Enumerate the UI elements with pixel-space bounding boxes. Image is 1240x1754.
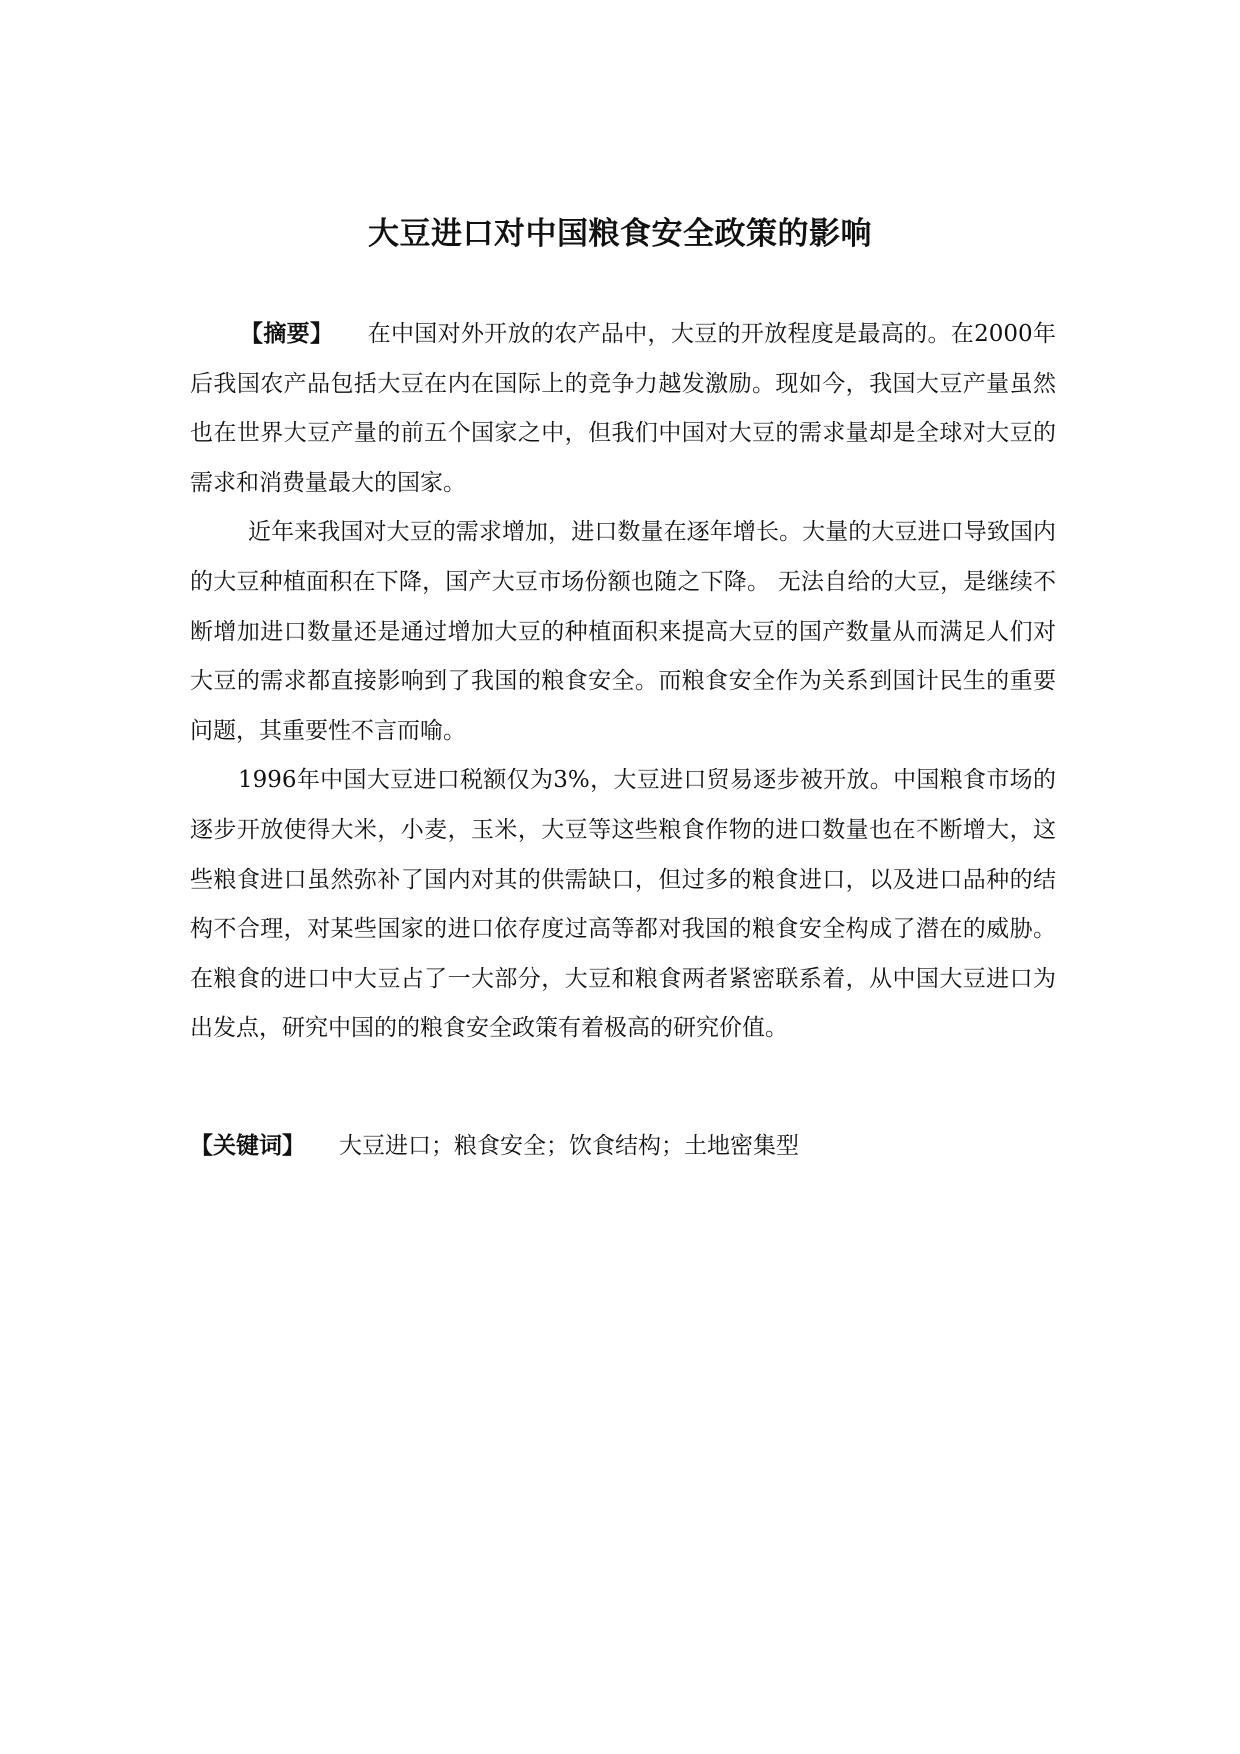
- abstract-paragraph-1-text: 在中国对外开放的农产品中，大豆的开放程度是最高的。在2000年后我国农产品包括大豆在内在国际上的竞争力越发激励。现如今，我国大豆产量虽然也在世界大豆产量的前五个国家之中，但我们中国对大豆的需求量却是全球对大豆的需求和消费量最大的国家。: [190, 321, 1056, 496]
- keywords-line: [190, 1122, 1056, 1172]
- abstract-paragraph-2: 近年来我国对大豆的需求增加，进口数量在逐年增长。大量的大豆进口导致国内的大豆种植面积在下降，国产大豆市场份额也随之下降。 无法自给的大豆，是继续不断增加进口数量还是通过增加大豆的种植面积来提高大豆的国产数量从而满足人们对大豆的需求都直接影响到了我国的粮食安全。而粮食安全作为关系到国计民生的重要问题，其重要性不言而喻。: [190, 519, 1056, 744]
- keywords-text: 大豆进口；粮食安全；饮食结构；土地密集型: [339, 1133, 799, 1159]
- keywords-label: 【关键词】: [190, 1133, 305, 1159]
- document-title: 大豆进口对中国粮食安全政策的影响: [368, 216, 872, 252]
- abstract-label: 【摘要】: [240, 321, 334, 347]
- abstract-section: [190, 310, 1056, 1054]
- abstract-paragraph-3: 1996年中国大豆进口税额仅为3%，大豆进口贸易逐步被开放。中国粮食市场的逐步开放使得大米，小麦，玉米，大豆等这些粮食作物的进口数量也在不断增大，这些粮食进口虽然弥补了国内对其的供需缺口，但过多的粮食进口，以及进口品种的结构不合理，对某些国家的进口依存度过高等都对我国的粮食安全构成了潜在的威胁。在粮食的进口中大豆占了一大部分，大豆和粮食两者紧密联系着，从中国大豆进口为出发点，研究中国的的粮食安全政策有着极高的研究价值。: [190, 767, 1056, 1042]
- abstract-paragraph-1: [190, 310, 1056, 508]
